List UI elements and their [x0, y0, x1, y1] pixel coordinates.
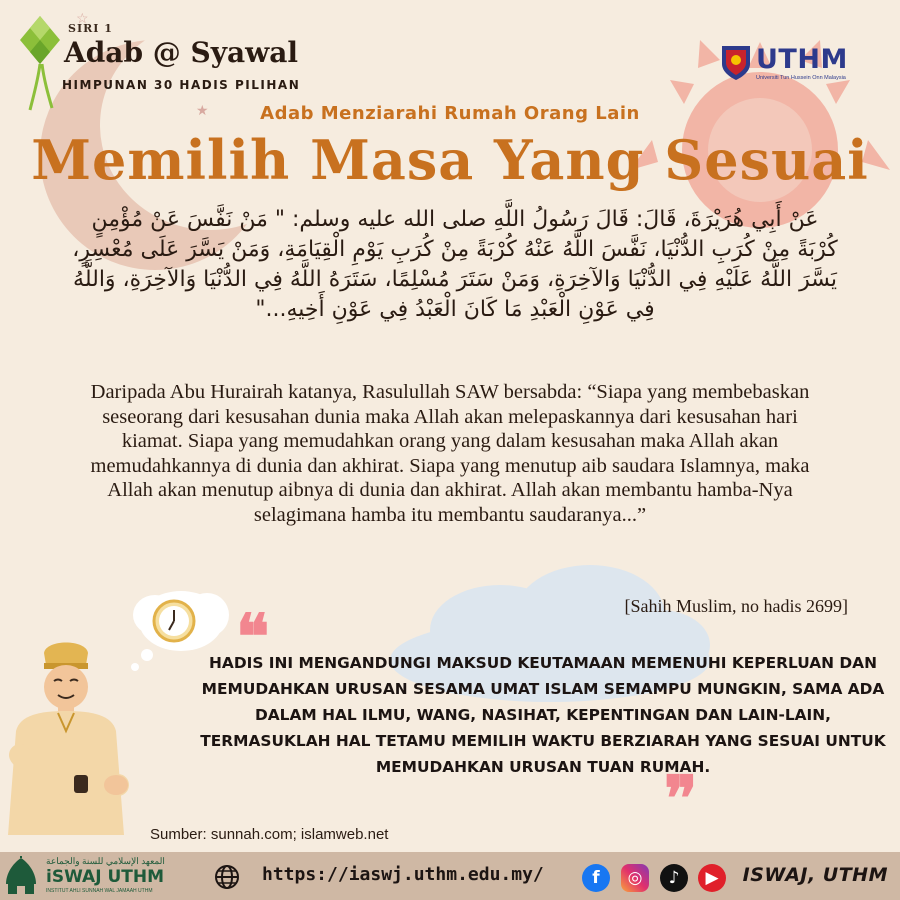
series-title: Adab @ Syawal [64, 36, 299, 69]
page-title: Memilih Masa Yang Sesuai [31, 128, 869, 192]
ketupat-logo-icon [18, 10, 62, 114]
iswaj-logo [2, 854, 165, 900]
iswaj-name: iSWAJ UTHM [46, 867, 165, 887]
website-link[interactable]: https://iaswj.uthm.edu.my/ [262, 864, 544, 885]
uthm-logo-text: UTHM [756, 44, 848, 75]
open-quote-icon: ❝ [236, 600, 270, 673]
clock-icon [152, 599, 196, 643]
series-subtitle: HIMPUNAN 30 HADIS PILIHAN [62, 78, 301, 92]
uthm-shield-icon [720, 44, 752, 82]
arabic-hadith-text: عَنْ أَبِي هُرَيْرَةَ، قَالَ: قَالَ رَسُولُ اللَّهِ صلى الله عليه وسلم: " مَنْ نَفَّسَ عَنْ مُؤْمِنٍ كُرْبَةً مِنْ كُرَبِ الدُّنْيَا، نَفَّسَ اللَّهُ عَنْهُ كُرْبَةً مِنْ كُرَبِ يَوْمِ الْقِيَامَةِ، وَمَنْ يَسَّرَ عَلَى مُعْسِرٍ، يَسَّرَ اللَّهُ عَلَيْهِ فِي الدُّنْيَا وَالآخِرَةِ، وَمَنْ سَتَرَ مُسْلِمًا، سَتَرَهُ اللَّهُ فِي الدُّنْيَا وَالآخِرَةِ، وَاللَّهُ فِي عَوْنِ الْعَبْدِ مَا كَانَ الْعَبْدُ فِي عَوْنِ أَخِيهِ..." [72, 207, 838, 322]
star-decoration-icon: ★ [196, 102, 209, 118]
iswaj-arabic-name: المعهد الإسلامي للسنة والجماعة [46, 856, 165, 866]
hadith-reference: [Sahih Muslim, no hadis 2699] [624, 596, 848, 616]
hadith-explanation: HADIS INI MENGANDUNGI MAKSUD KEUTAMAAN MEMENUHI KEPERLUAN DAN MEMUDAHKAN URUSAN SESAMA UMAT ISLAM SEMAMPU MUNGKIN, SAMA ADA DALAM HAL ILMU, WANG, NASIHAT, KEPENTINGAN DAN LAIN-LAIN, TERMASUKLAH HAL TETAMU MEMILIH WAKTU BERZIARAH YANG SESUAI UNTUK MEMUDAHKAN URUSAN TUAN RUMAH. [200, 654, 886, 776]
series-label: SIRI 1 [68, 22, 113, 35]
hadith-translation: Daripada Abu Hurairah katanya, Rasulullah SAW bersabda: “Siapa yang membebaskan seseorang dari kesusahan dunia maka Allah akan melepaskannya dari kesusahan hari kiamat. Siapa yang memudahkan orang yang dalam kesusahan maka Allah akan memudahkannya di dunia dan akhirat. Siapa yang menutup aib saudara Islamnya, maka Allah akan menutup aibnya di dunia dan akhirat. Allah akan membantu hamba-Nya selagimana hamba itu membantu saudaranya...” [90, 381, 810, 526]
iswaj-emblem-icon [2, 856, 40, 898]
uthm-logo-fullname: Universiti Tun Hussein Onn Malaysia [756, 75, 846, 81]
footer-bar [0, 852, 900, 900]
star-decoration-icon: ☆ [76, 10, 89, 26]
instagram-icon[interactable]: ◎ [621, 864, 649, 892]
facebook-icon[interactable]: f [582, 864, 610, 892]
iswaj-subtitle: INSTITUT AHLI SUNNAH WAL JAMAAH UTHM [46, 888, 153, 894]
uthm-logo [720, 42, 870, 88]
youtube-icon[interactable]: ▶ [698, 864, 726, 892]
close-quote-icon: ❞ [664, 762, 698, 835]
man-illustration [0, 635, 150, 835]
tiktok-icon[interactable]: ♪ [660, 864, 688, 892]
social-handle: ISWAJ, UTHM [742, 864, 888, 886]
globe-icon [214, 864, 240, 890]
source-credit: Sumber: sunnah.com; islamweb.net [150, 826, 389, 843]
topic-heading: Adab Menziarahi Rumah Orang Lain [260, 103, 640, 124]
